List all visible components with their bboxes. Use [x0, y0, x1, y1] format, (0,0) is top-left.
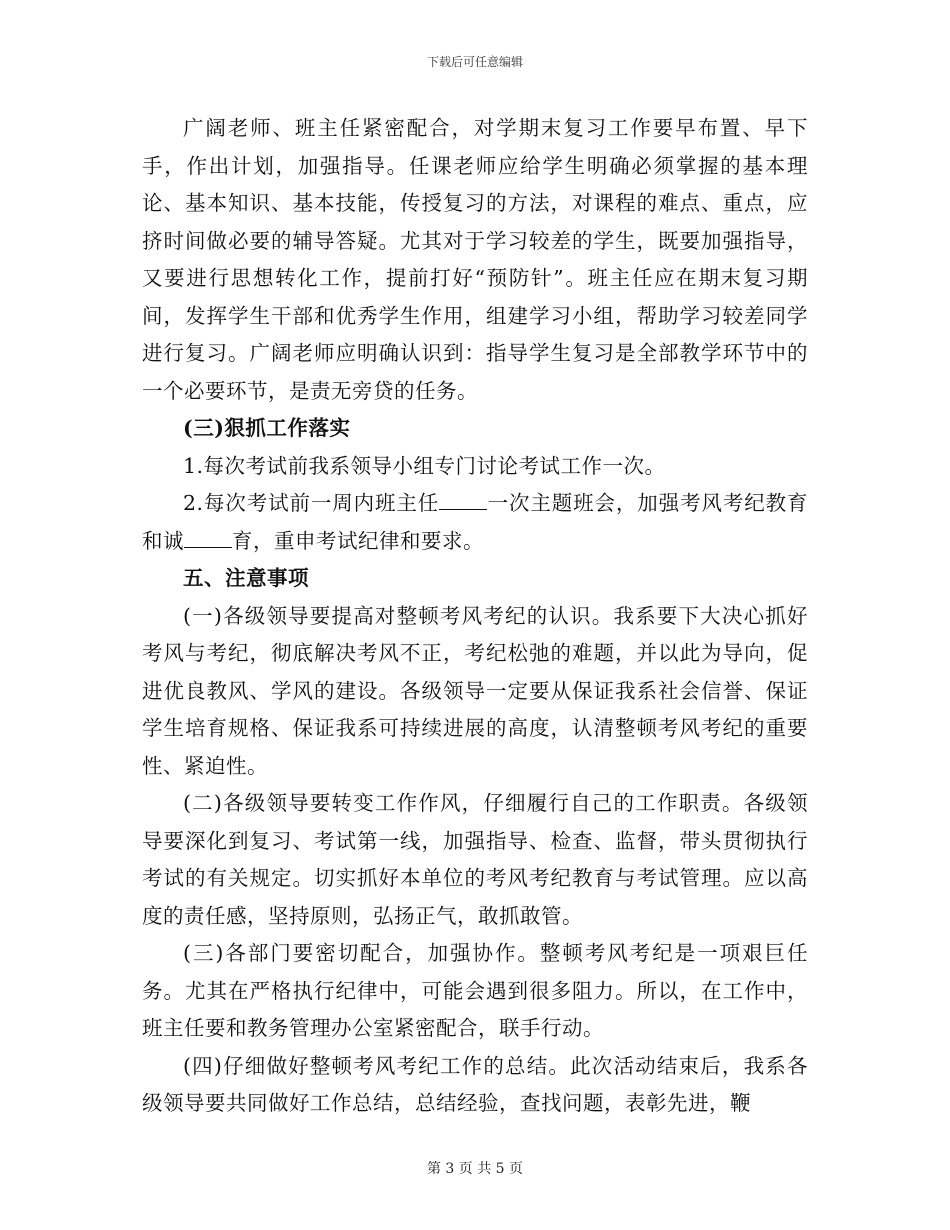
list-item-1: 1.每次考试前我系领导小组专门讨论考试工作一次。 [183, 453, 666, 478]
fill-in-blank [184, 529, 232, 548]
paragraph-precaution-4: (四)仔细做好整顿考风考纪工作的总结。此次活动结束后，我系各级领导要共同做好工作总结，总结经验，查找问题，表彰先进，鞭 [142, 1053, 808, 1115]
list-item-2 [142, 485, 808, 560]
page-number-footer: 第 3 页 共 5 页 [426, 1161, 524, 1177]
paragraph-precaution-2: (二)各级领导要转变工作作风，仔细履行自己的工作职责。各级领导要深化到复习、考试第一线，加强指导、检查、监督，带头贯彻执行考试的有关规定。切实抓好本单位的考风考纪教育与考试管理。应以高度的责任感，坚持原则，弘扬正气，敢抓敢管。 [142, 791, 808, 928]
paragraph-precaution-3: (三)各部门要密切配合，加强协作。整顿考风考纪是一项艰巨任务。尤其在严格执行纪律中，可能会遇到很多阻力。所以，在工作中，班主任要和教务管理办公室紧密配合，联手行动。 [142, 941, 808, 1040]
list-item-2-part-b: 一次主题班会，加强考风考纪教育和诚 [142, 491, 809, 553]
fill-in-blank [439, 491, 487, 510]
paragraph-review-work: 广阔老师、班主任紧密配合，对学期末复习工作要早布置、早下手，作出计划，加强指导。任课老师应给学生明确必须掌握的基本理论、基本知识、基本技能，传授复习的方法，对课程的难点、重点，应挤时间做必要的辅导答疑。尤其对于学习较差的学生，既要加强指导，又要进行思想转化工作，提前打好“预防针”。班主任应在期末复习期间，发挥学生干部和优秀学生作用，组建学习小组，帮助学习较差同学进行复习。广阔老师应明确认识到：指导学生复习是全部教学环节中的一个必要环节，是责无旁贷的任务。 [142, 116, 808, 403]
page-header-note: 下载后可任意编辑 [426, 55, 523, 69]
list-item-2-part-c: 育，重申考试纪律和要求。 [232, 528, 484, 553]
heading-implement-work: (三)狠抓工作落实 [183, 416, 351, 440]
paragraph-precaution-1: (一)各级领导要提高对整顿考风考纪的认识。我系要下大决心抓好考风与考纪，彻底解决考风不正，考纪松弛的难题，并以此为导向，促进优良教风、学风的建设。各级领导一定要从保证我系社会信誉、保证学生培育规格、保证我系可持续进展的高度，认清整顿考风考纪的重要性、紧迫性。 [142, 603, 808, 778]
list-item-2-part-a: 2.每次考试前一周内班主任 [183, 491, 440, 515]
document-body [142, 110, 808, 1123]
heading-precautions: 五、注意事项 [183, 566, 309, 590]
